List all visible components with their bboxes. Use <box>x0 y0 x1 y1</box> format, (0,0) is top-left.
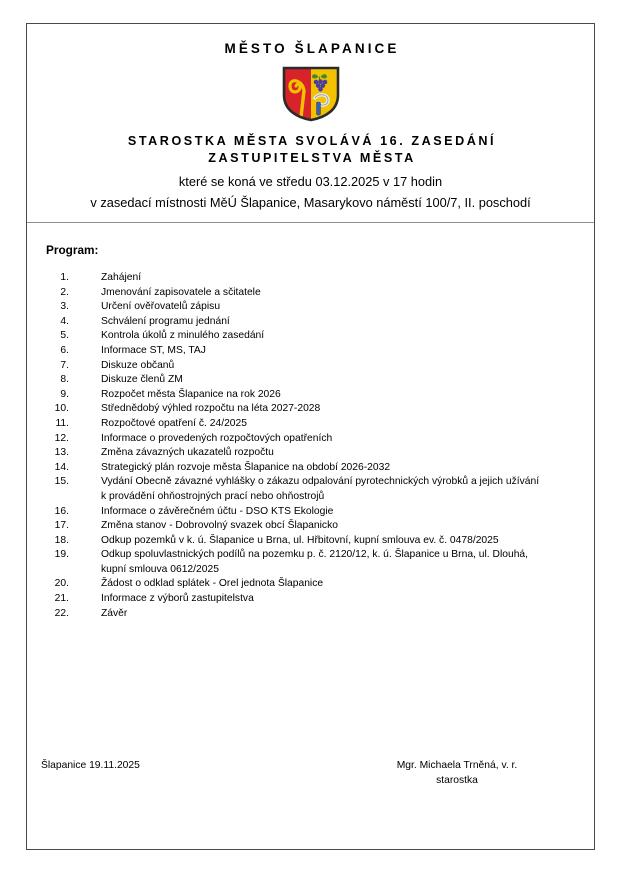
agenda-item <box>27 417 594 432</box>
agenda-item <box>27 329 594 344</box>
agenda-item <box>27 271 594 286</box>
agenda-item-label: Informace o provedených rozpočtových opatřeních <box>101 432 333 444</box>
agenda-item-label: Informace o závěrečném účtu - DSO KTS Ekologie <box>101 505 334 517</box>
agenda-item <box>27 505 594 520</box>
agenda-list <box>27 271 594 621</box>
agenda-item <box>27 388 594 403</box>
agenda-item <box>27 577 594 592</box>
agenda-item-number: 21. <box>54 593 69 605</box>
agenda-item <box>27 286 594 301</box>
document-page <box>26 23 595 850</box>
place-and-date: Šlapanice 19.11.2025 <box>41 760 140 771</box>
agenda-item <box>27 475 594 504</box>
agenda-item <box>27 461 594 476</box>
agenda-item-number: 12. <box>54 432 69 444</box>
agenda-item-label: Schválení programu jednání <box>101 315 230 327</box>
agenda-item-label: Změna závazných ukazatelů rozpočtu <box>101 447 274 459</box>
agenda-item <box>27 402 594 417</box>
agenda-item-number: 10. <box>54 403 69 415</box>
agenda-item-label: Závěr <box>101 607 128 619</box>
coat-of-arms-icon <box>281 65 341 123</box>
meeting-title-line-2: ZASTUPITELSTVA MĚSTA <box>208 150 416 165</box>
agenda-item-label: Střednědobý výhled rozpočtu na léta 2027-2028 <box>101 403 321 415</box>
agenda-item-number: 17. <box>54 520 69 532</box>
agenda-item-label: Změna stanov - Dobrovolný svazek obcí Šlapanicko <box>101 520 338 532</box>
agenda-item-number: 5. <box>60 330 69 342</box>
meeting-location: v zasedací místnosti MěÚ Šlapanice, Masarykovo náměstí 100/7, II. poschodí <box>90 195 531 210</box>
agenda-item-number: 22. <box>54 607 69 619</box>
agenda-item-number: 18. <box>54 534 69 546</box>
agenda-item <box>27 607 594 622</box>
agenda-item-label: Určení ověřovatelů zápisu <box>101 301 221 313</box>
agenda-item-label: Informace z výborů zastupitelstva <box>101 593 254 605</box>
signatory-name: Mgr. Michaela Trněná, v. r. <box>396 760 518 771</box>
agenda-item-label-continued: k provádění ohňostrojných prací nebo ohňostrojů <box>101 490 325 502</box>
agenda-item-label: Žádost o odklad splátek - Orel jednota Šlapanice <box>101 578 324 590</box>
agenda-item-number: 6. <box>60 344 69 356</box>
agenda-item <box>27 432 594 447</box>
agenda-item <box>27 519 594 534</box>
agenda-item-number: 7. <box>60 359 69 371</box>
agenda-item-number: 2. <box>60 286 69 298</box>
agenda-item-number: 3. <box>60 301 69 313</box>
agenda-item-number: 8. <box>60 374 69 386</box>
agenda-item-number: 19. <box>54 549 69 561</box>
agenda-item-label: Vydání Obecně závazné vyhlášky o zákazu odpalování pyrotechnických výrobků a jejich užívání <box>101 476 540 488</box>
agenda-item-label: Rozpočtové opatření č. 24/2025 <box>101 417 247 429</box>
agenda-item-number: 14. <box>54 461 69 473</box>
agenda-item-label: Informace ST, MS, TAJ <box>101 344 206 356</box>
agenda-item <box>27 300 594 315</box>
agenda-item <box>27 373 594 388</box>
agenda-item-label: Zahájení <box>101 272 142 283</box>
agenda-item-number: 4. <box>60 315 69 327</box>
agenda-item-label: Diskuze občanů <box>101 359 175 371</box>
agenda-item <box>27 534 594 549</box>
agenda-item-label: Diskuze členů ZM <box>101 374 183 386</box>
document-header <box>27 24 594 223</box>
agenda-item-label: Odkup spoluvlastnických podílů na pozemku p. č. 2120/12, k. ú. Šlapanice u Brna, ul. Dlouhá, <box>101 549 529 561</box>
meeting-datetime: které se koná ve středu 03.12.2025 v 17 hodin <box>178 174 443 189</box>
agenda-item-number: 9. <box>60 388 69 400</box>
agenda-item-label-continued: kupní smlouva 0612/2025 <box>101 563 219 575</box>
agenda-item <box>27 592 594 607</box>
signatory-role: starostka <box>436 774 478 786</box>
agenda-item-number: 16. <box>54 505 69 517</box>
header-divider <box>27 222 594 223</box>
agenda-item <box>27 344 594 359</box>
agenda-item-label: Kontrola úkolů z minulého zasedání <box>101 330 265 342</box>
page-title: MĚSTO ŠLAPANICE <box>224 41 400 56</box>
agenda-item-label: Odkup pozemků v k. ú. Šlapanice u Brna, ul. Hřbitovní, kupní smlouva ev. č. 0478/2025 <box>101 534 499 546</box>
signature-block <box>357 759 557 788</box>
meeting-title-line-1: STAROSTKA MĚSTA SVOLÁVÁ 16. ZASEDÁNÍ <box>127 134 497 148</box>
agenda-item-number: 1. <box>60 272 69 283</box>
agenda-item <box>27 548 594 577</box>
agenda-item <box>27 315 594 330</box>
program-heading: Program: <box>46 243 99 257</box>
agenda-item-number: 11. <box>55 417 69 429</box>
agenda-item-label: Strategický plán rozvoje města Šlapanice na období 2026-2032 <box>101 461 391 473</box>
agenda-item-number: 15. <box>54 476 69 488</box>
agenda-item-number: 13. <box>54 447 69 459</box>
agenda-item-label: Jmenování zapisovatele a sčitatele <box>101 286 261 298</box>
agenda-item-label: Rozpočet města Šlapanice na rok 2026 <box>101 388 281 400</box>
agenda-item-number: 20. <box>54 578 69 590</box>
agenda-item <box>27 446 594 461</box>
agenda-item <box>27 359 594 374</box>
